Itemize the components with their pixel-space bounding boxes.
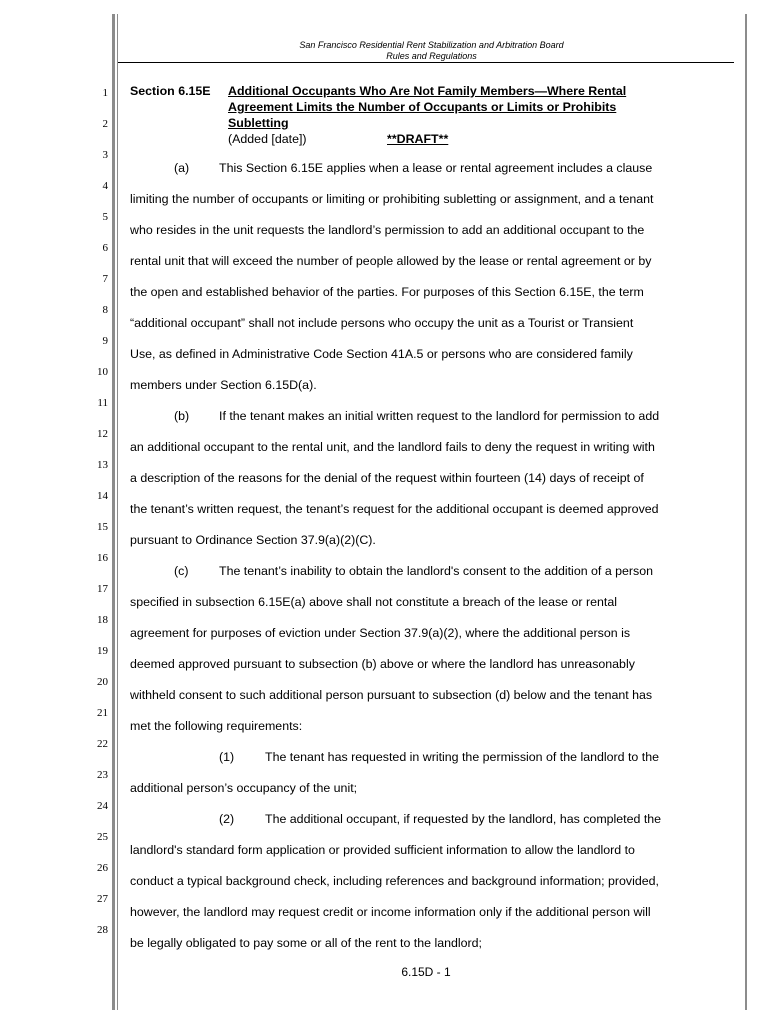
line-number: 9 [102,335,108,347]
line-number: 20 [97,676,108,688]
marker-a: (a) [174,161,190,175]
header-divider [118,62,734,63]
body-line: members under Section 6.15D(a). [130,378,317,392]
header-line-1: San Francisco Residential Rent Stabilization and Arbitration Board [299,40,564,50]
line-number: 4 [102,180,108,192]
body-line: however, the landlord may request credit or income information only if the additional person will [130,905,651,919]
body-line: a description of the reasons for the denial of the request within fourteen (14) days of receipt of [130,471,644,485]
body-line: additional person’s occupancy of the unit; [130,781,358,795]
body-line: “additional occupant” shall not include persons who occupy the unit as a Tourist or Transient [130,316,634,330]
line-number: 1 [102,87,108,99]
line-number: 6 [102,242,108,254]
line-number: 13 [97,459,108,471]
section-title-line-1: Additional Occupants Who Are Not Family Members—Where Rental [228,84,627,98]
body-line: be legally obligated to pay some or all of the rent to the landlord; [130,936,482,950]
body-line: pursuant to Ordinance Section 37.9(a)(2)(C). [130,533,376,547]
line-number: 26 [97,862,108,874]
section-label: Section 6.15E [130,84,211,98]
body-line: The additional occupant, if requested by the landlord, has completed the [265,812,662,826]
line-number: 28 [97,924,108,936]
line-number: 14 [97,490,108,502]
body-line: met the following requirements: [130,719,303,733]
line-number: 5 [102,211,108,223]
body-line: Use, as defined in Administrative Code Section 41A.5 or persons who are considered family [130,347,633,361]
body-line: the tenant’s written request, the tenant’s request for the additional occupant is deemed approved [130,502,659,516]
body-line: the open and established behavior of the parties. For purposes of this Section 6.15E, the term [130,285,644,299]
header-line-2: Rules and Regulations [386,51,477,61]
line-number: 17 [97,583,108,595]
line-number: 25 [97,831,108,843]
line-number: 12 [97,428,108,440]
line-number: 24 [97,800,108,812]
line-number: 21 [97,707,108,719]
line-number: 18 [97,614,108,626]
marker-2: (2) [219,812,235,826]
line-number: 15 [97,521,108,533]
marker-c: (c) [174,564,189,578]
body-line: This Section 6.15E applies when a lease or rental agreement includes a clause [219,161,653,175]
body-line: agreement for purposes of eviction under Section 37.9(a)(2), where the additional person is [130,626,631,640]
left-margin-rule [112,14,115,1010]
line-number: 22 [97,738,108,750]
body-line: conduct a typical background check, including references and background information; provided, [130,874,659,888]
body-line: specified in subsection 6.15E(a) above shall not constitute a breach of the lease or rental [130,595,617,609]
line-number: 2 [102,118,108,130]
line-number: 11 [97,397,108,409]
section-title-line-2: Agreement Limits the Number of Occupants or Limits or Prohibits [228,100,617,114]
body-line: deemed approved pursuant to subsection (b) above or where the landlord has unreasonably [130,657,635,671]
body-line: The tenant’s inability to obtain the landlord's consent to the addition of a person [219,564,654,578]
left-margin-rule-inner [117,14,118,1010]
body-line: who resides in the unit requests the landlord’s permission to add an additional occupant to the [130,223,645,237]
body-line: If the tenant makes an initial written request to the landlord for permission to add [219,409,660,423]
line-number: 3 [102,149,108,161]
body-line: landlord's standard form application or provided sufficient information to allow the landlord to [130,843,635,857]
marker-b: (b) [174,409,190,423]
line-number: 8 [102,304,108,316]
right-margin-rule [745,14,747,1010]
line-number: 16 [97,552,108,564]
line-number: 19 [97,645,108,657]
section-added-date: (Added [date]) [228,132,307,146]
section-title-line-3: Subletting [228,116,289,130]
body-line: withheld consent to such additional person pursuant to subsection (d) below and the tenant has [130,688,653,702]
body-line: an additional occupant to the rental unit, and the landlord fails to deny the request in writing with [130,440,655,454]
body-line: The tenant has requested in writing the permission of the landlord to the [265,750,659,764]
page-footer: 6.15D - 1 [401,965,451,979]
line-number: 10 [97,366,108,378]
line-number: 23 [97,769,108,781]
body-line: rental unit that will exceed the number of people allowed by the lease or rental agreement or by [130,254,652,268]
draft-label: **DRAFT** [387,132,449,146]
line-number: 7 [102,273,108,285]
marker-1: (1) [219,750,235,764]
body-line: limiting the number of occupants or limiting or prohibiting subletting or assignment, and a tenant [130,192,654,206]
line-number: 27 [97,893,108,905]
